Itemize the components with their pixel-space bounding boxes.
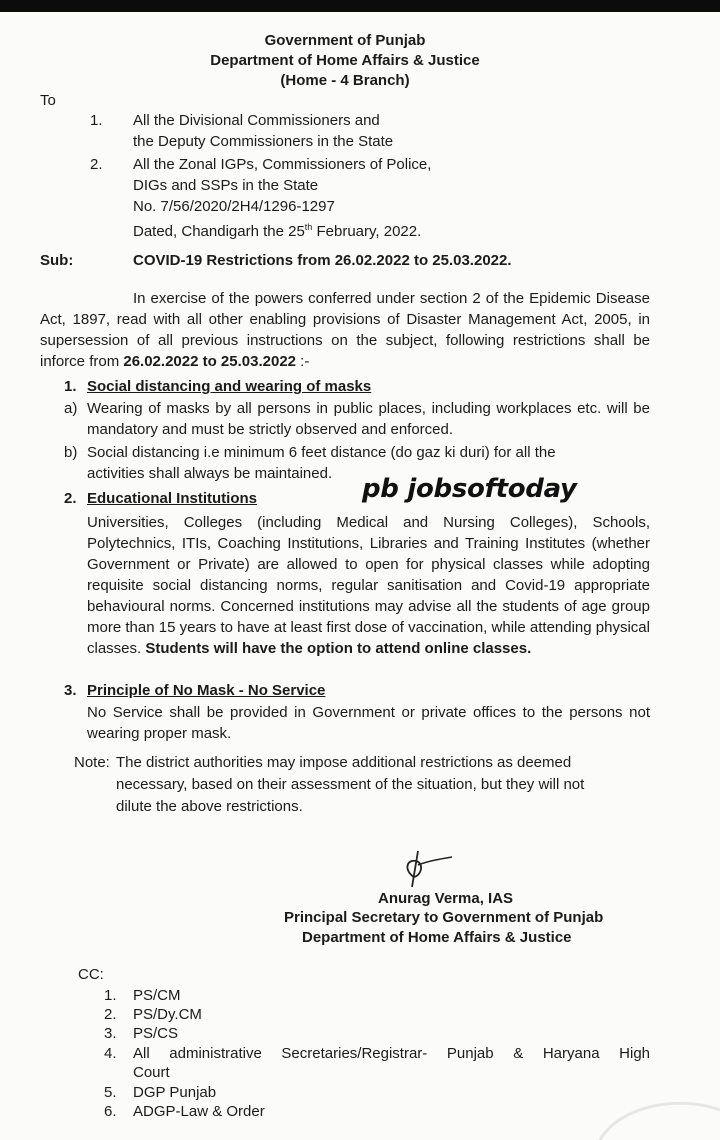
cc-number: 3. bbox=[104, 1025, 117, 1042]
recipient-line: the Deputy Commissioners in the State bbox=[133, 133, 394, 150]
cc-item: PS/CS bbox=[133, 1025, 179, 1042]
section-number: 3. bbox=[64, 682, 77, 699]
header-branch: (Home - 4 Branch) bbox=[280, 72, 410, 89]
item-label: b) bbox=[64, 444, 78, 461]
intro-paragraph: In exercise of the powers conferred under section 2 of the Epidemic Disease Act, 1897, read with all other enabling provisions of Disaster Management Act, 2005, in supersession of all previous instructions on the subject, following restrictions shall be inforce from 26.02.2022 to 25.03.2022 :- bbox=[40, 290, 650, 370]
item-masks-mandatory: Wearing of masks by all persons in public places, including workplaces etc. will be mandatory and must be strictly observed and enforced. bbox=[87, 400, 650, 438]
recipient-number: 2. bbox=[90, 156, 103, 173]
document-page bbox=[0, 12, 720, 1140]
note-label: Note: bbox=[74, 754, 110, 771]
cc-item: ADGP-Law & Order bbox=[133, 1103, 265, 1120]
signatory-name: Anurag Verma, IAS bbox=[378, 890, 514, 907]
item-social-distancing: Social distancing i.e minimum 6 feet distance (do gaz ki duri) for all the bbox=[87, 444, 556, 461]
note-line: The district authorities may impose additional restrictions as deemed bbox=[116, 754, 572, 771]
cc-number: 6. bbox=[104, 1103, 117, 1120]
subject-label: Sub: bbox=[40, 252, 74, 269]
subject-text: COVID-19 Restrictions from 26.02.2022 to 25.03.2022. bbox=[133, 252, 512, 269]
cc-item: DGP Punjab bbox=[133, 1084, 217, 1101]
cc-number: 4. bbox=[104, 1045, 117, 1062]
recipient-number: 1. bbox=[90, 112, 103, 129]
note-line: necessary, based on their assessment of the situation, but they will not bbox=[116, 776, 585, 793]
cc-number: 2. bbox=[104, 1006, 117, 1023]
cc-item-cont: Court bbox=[133, 1064, 170, 1081]
educational-paragraph: Universities, Colleges (including Medical and Nursing Colleges), Schools, Polytechnics, ITIs, Coaching Institutions, Libraries and Training Institutes (whether Government or Private) are allowed to open for physical classes while adopting requisite social distancing norms, regular sanitisation and Covid-19 appropriate behavioural norms. Concerned institutions may advise all the students of age group more than 15 years to have at least first dose of vaccination, while attending physical classes. Students will have the option to attend online classes. bbox=[87, 514, 650, 657]
signatory-title: Principal Secretary to Government of Punjab bbox=[284, 909, 604, 926]
signature-image bbox=[396, 847, 456, 889]
reference-number: No. 7/56/2020/2H4/1296-1297 bbox=[133, 198, 335, 215]
cc-item: PS/Dy.CM bbox=[133, 1006, 202, 1023]
section-number: 1. bbox=[64, 378, 77, 395]
recipient-line: All the Divisional Commissioners and bbox=[133, 112, 380, 129]
to-label: To bbox=[40, 92, 56, 109]
signatory-department: Department of Home Affairs & Justice bbox=[302, 929, 572, 946]
cc-item: PS/CM bbox=[133, 987, 181, 1004]
section-title-educational: Educational Institutions bbox=[87, 490, 258, 507]
section-title-masks: Social distancing and wearing of masks bbox=[87, 378, 372, 395]
header-government: Government of Punjab bbox=[264, 32, 426, 49]
cc-number: 5. bbox=[104, 1084, 117, 1101]
scan-artifact bbox=[590, 1090, 720, 1140]
note-line: dilute the above restrictions. bbox=[116, 798, 303, 815]
item-label: a) bbox=[64, 400, 78, 417]
cc-number: 1. bbox=[104, 987, 117, 1004]
no-mask-paragraph: No Service shall be provided in Government or private offices to the persons not wearing proper mask. bbox=[87, 704, 650, 742]
cc-item: All administrative Secretaries/Registrar- Punjab & Haryana High bbox=[133, 1045, 650, 1062]
recipient-line: All the Zonal IGPs, Commissioners of Police, bbox=[133, 156, 432, 173]
section-number: 2. bbox=[64, 490, 77, 507]
cc-label: CC: bbox=[78, 966, 104, 983]
watermark-text: pb jobsoftoday bbox=[362, 474, 577, 504]
recipient-line: DIGs and SSPs in the State bbox=[133, 177, 319, 194]
top-black-bar bbox=[0, 0, 720, 12]
header-department: Department of Home Affairs & Justice bbox=[210, 52, 480, 69]
dated-line: Dated, Chandigarh the 25th February, 2022. bbox=[133, 222, 422, 240]
item-social-distancing-cont: activities shall always be maintained. bbox=[87, 465, 333, 482]
section-title-no-mask: Principle of No Mask - No Service bbox=[87, 682, 326, 699]
